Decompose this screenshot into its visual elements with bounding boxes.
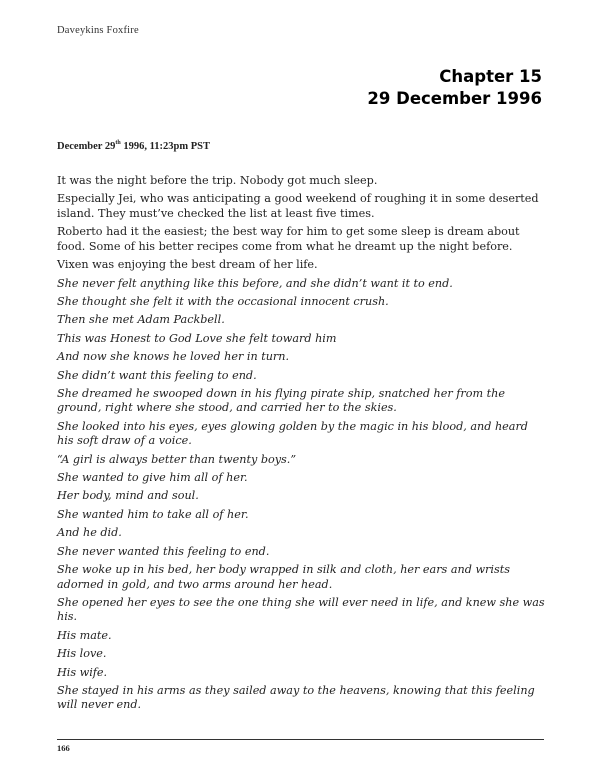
- chapter-number: Chapter 15: [439, 67, 542, 86]
- chapter-title: 29 December 1996: [367, 89, 542, 108]
- paragraph: Especially Jei, who was anticipating a good weekend of roughing it in some deserted island. They must’ve checked the list at least five times.: [57, 192, 539, 220]
- datestamp-prefix: December 29: [57, 141, 116, 152]
- paragraph: And now she knows he loved her in turn.: [57, 350, 290, 364]
- paragraph: This was Honest to God Love she felt toward him: [57, 331, 337, 345]
- chapter-body: [57, 174, 547, 717]
- paragraph: She looked into his eyes, eyes glowing golden by the magic in his blood, and heard his soft draw of a voice.: [57, 419, 528, 448]
- paragraph: She wanted him to take all of her.: [57, 507, 249, 521]
- running-header-author: Daveykins Foxfire: [57, 25, 139, 36]
- paragraph: Her body, mind and soul.: [57, 489, 199, 503]
- paragraph: It was the night before the trip. Nobody got much sleep.: [57, 174, 378, 187]
- paragraph: She woke up in his bed, her body wrapped in silk and cloth, her ears and wrists adorned in gold, and two arms around her head.: [57, 563, 510, 591]
- paragraph: His wife.: [57, 665, 108, 679]
- footer-divider: [57, 739, 544, 740]
- paragraph: She never felt anything like this before, and she didn’t want it to end.: [57, 276, 453, 290]
- paragraph: His love.: [57, 647, 107, 661]
- paragraph: “A girl is always better than twenty boys.”: [57, 452, 297, 466]
- paragraph: Then she met Adam Packbell.: [57, 313, 225, 327]
- paragraph: She never wanted this feeling to end.: [57, 544, 270, 558]
- paragraph: She didn’t want this feeling to end.: [57, 368, 257, 382]
- paragraph: She thought she felt it with the occasional innocent crush.: [57, 294, 389, 308]
- paragraph: And he did.: [57, 526, 122, 540]
- datestamp-ordinal: th: [115, 140, 121, 146]
- paragraph: She opened her eyes to see the one thing she will ever need in life, and knew she was his.: [57, 595, 545, 624]
- paragraph: Vixen was enjoying the best dream of her life.: [57, 258, 318, 272]
- paragraph: She stayed in his arms as they sailed away to the heavens, knowing that this feeling will never end.: [57, 683, 535, 712]
- paragraph: She dreamed he swooped down in his flying pirate ship, snatched her from the ground, right where she stood, and carried her to the skies.: [57, 386, 505, 415]
- scene-datestamp: [57, 141, 210, 152]
- chapter-heading: [367, 66, 542, 110]
- paragraph: Roberto had it the easiest; the best way for him to get some sleep is dream about food. Some of his better recipes come from what he dreamt up the night before.: [57, 225, 520, 253]
- paragraph: She wanted to give him all of her.: [57, 471, 248, 485]
- datestamp-suffix: 1996, 11:23pm PST: [120, 141, 211, 152]
- paragraph: His mate.: [57, 628, 112, 642]
- page-number: 166: [57, 743, 70, 753]
